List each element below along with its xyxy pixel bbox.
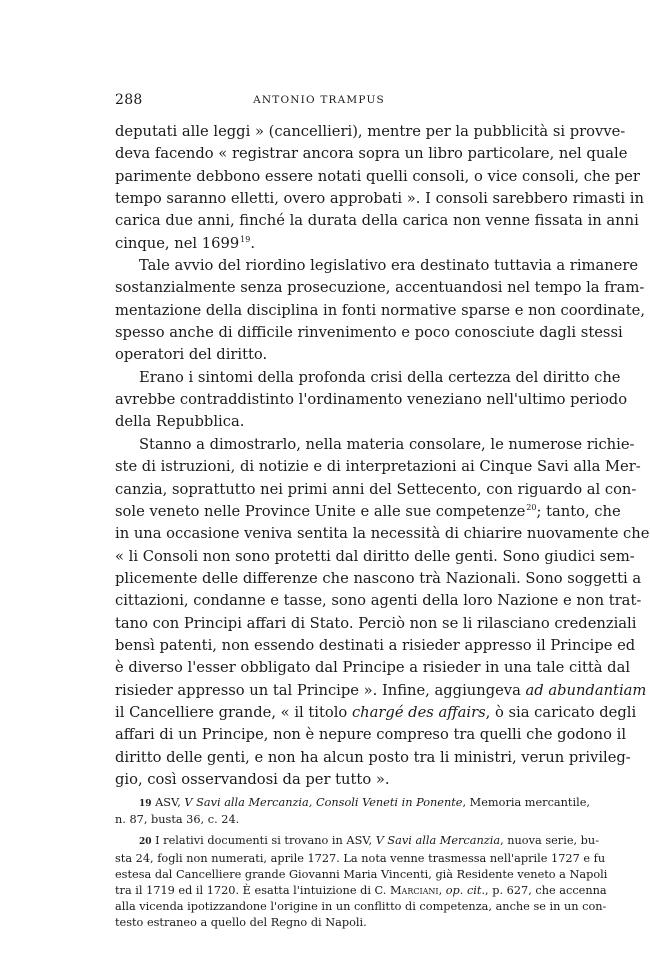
text-line: parimente debbono essere notati quelli consoli, o vice consoli, che per (115, 167, 640, 185)
text-line: ste di istruzioni, di notizie e di interpretazioni ai Cinque Savi alla Mer- (115, 458, 641, 476)
text-segment: cinque, nel 1699 (115, 234, 240, 252)
text-line (115, 233, 523, 255)
text-line: mentazione della disciplina in fonti normative sparse e non coordinate, (115, 301, 646, 319)
text-segment: ; tanto, che (536, 502, 621, 520)
text-line: della Repubblica. (115, 413, 245, 431)
footnote-line: testo estraneo a quello del Regno di Napoli. (115, 916, 367, 930)
text-line: in una occasione veniva sentita la necessità di chiarire nuovamente che (115, 525, 650, 543)
text-line: plicemente delle differenze che nascono trà Nazionali. Sono soggetti a (115, 569, 642, 587)
text-line: operatori del diritto. (115, 346, 268, 364)
footnote-line (115, 795, 590, 812)
text-line: tempo saranno elletti, overo approbati ». I consoli sarebbero rimasti in (115, 190, 644, 208)
text-line: spesso anche di difficile rinvenimento e poco conosciute dagli stessi (115, 324, 623, 342)
body-text (115, 121, 650, 791)
footnote-ref-19[interactable]: 19 (240, 234, 251, 244)
author-name: Marciani (389, 884, 439, 898)
text-line: sostanzialmente senza prosecuzione, accentuandosi nel tempo la fram- (115, 279, 645, 297)
text-segment: , nuova serie, bu- (500, 834, 600, 848)
paragraph-3 (115, 367, 628, 434)
italic-phrase: ad abundantiam (525, 681, 647, 699)
text-line: deputati alle leggi » (cancellieri), mentre per la pubblicità si provve- (115, 123, 626, 140)
text-segment: , Memoria mercantile, (462, 796, 590, 809)
paragraph-2 (115, 255, 646, 367)
text-segment: il Cancelliere grande, « il titolo (115, 703, 348, 721)
footnote-number: 19 (139, 799, 152, 809)
footnote-line: estesa dal Cancelliere grande Giovanni Maria Vincenti, già Residente veneto a Napoli (115, 867, 608, 881)
text-segment: I relativi documenti si trovano in ASV, (155, 834, 376, 848)
italic-phrase: op. cit. (445, 884, 486, 898)
italic-phrase: V Savi alla Mercanzia (375, 834, 501, 848)
text-segment: sole veneto nelle Province Unite e alle sue competenze (115, 502, 526, 520)
text-line: diritto delle genti, e non ha alcun posto tra li ministri, verun privileg- (115, 748, 631, 766)
text-line (115, 702, 637, 724)
footnote-20 (115, 833, 608, 931)
text-segment: , p. 627, che accenna (485, 884, 607, 898)
footnote-line: alla vicenda ipotizzandone l'origine in un conflitto di competenza, anche se in un con- (115, 900, 607, 914)
text-line: canzia, soprattutto nei primi anni del Settecento, con riguardo al con- (115, 480, 637, 498)
text-line: « li Consoli non sono protetti dal diritto delle genti. Sono giudici sem- (115, 547, 635, 565)
text-line: bensì patenti, non essendo destinati a risieder appresso il Principe ed (115, 636, 636, 654)
paragraph-4 (115, 434, 650, 792)
text-segment: . (250, 234, 256, 252)
footnotes (115, 795, 608, 932)
running-head (115, 92, 523, 112)
footnote-19 (115, 795, 590, 828)
footnote-line (115, 883, 607, 899)
text-segment: , ò sia caricato degli (485, 703, 637, 721)
text-line: avrebbe contraddistinto l'ordinamento veneziano nell'ultimo periodo (115, 391, 628, 409)
text-line: carica due anni, finché la durata della carica non venne fissata in anni (115, 212, 639, 230)
text-line (115, 501, 621, 523)
italic-phrase: chargé des affairs (351, 703, 486, 721)
italic-phrase: V Savi alla Mercanzia, Consoli Veneti in Ponente (184, 796, 463, 809)
footnote-number: 20 (139, 837, 152, 848)
text-line: Erano i sintomi della profonda crisi della certezza del diritto che (139, 368, 621, 386)
footnote-line: sta 24, fogli non numerati, aprile 1727. La nota venne trasmessa nell'aprile 1727 e fu (115, 851, 606, 865)
text-line: Stanno a dimostrarlo, nella materia consolare, le numerose richie- (139, 435, 635, 453)
page-number: 288 (115, 92, 143, 108)
text-segment: tra il 1719 ed il 1720. È esatta l'intuizione di C. (115, 884, 390, 898)
text-line: gio, così osservandosi da per tutto ». (115, 770, 390, 788)
text-segment: ASV, (155, 796, 185, 809)
text-segment: risieder appresso un tal Principe ». Infine, aggiungeva (115, 681, 521, 699)
running-title: ANTONIO TRAMPUS (253, 94, 385, 106)
text-line: cittazioni, condanne e tasse, sono agenti della loro Nazione e non trat- (115, 592, 642, 610)
text-line (115, 680, 647, 702)
footnote-ref-20[interactable]: 20 (526, 502, 537, 512)
footnote-line: n. 87, busta 36, c. 24. (115, 813, 240, 827)
footnote-line (115, 833, 600, 850)
text-line: deva facendo « registrar ancora sopra un libro particolare, nel quale (115, 145, 628, 163)
text-line: Tale avvio del riordino legislativo era destinato tuttavia a rimanere (139, 257, 639, 275)
paragraph-1 (115, 121, 644, 255)
text-line: è diverso l'esser obbligato dal Principe a risieder in una tale città dal (115, 659, 631, 677)
text-line: tano con Principi affari di Stato. Perciò non se li rilasciano credenziali (115, 614, 637, 632)
text-line: affari di un Principe, non è nepure compreso tra quelli che godono il (115, 726, 627, 744)
text-segment: , (438, 884, 446, 898)
